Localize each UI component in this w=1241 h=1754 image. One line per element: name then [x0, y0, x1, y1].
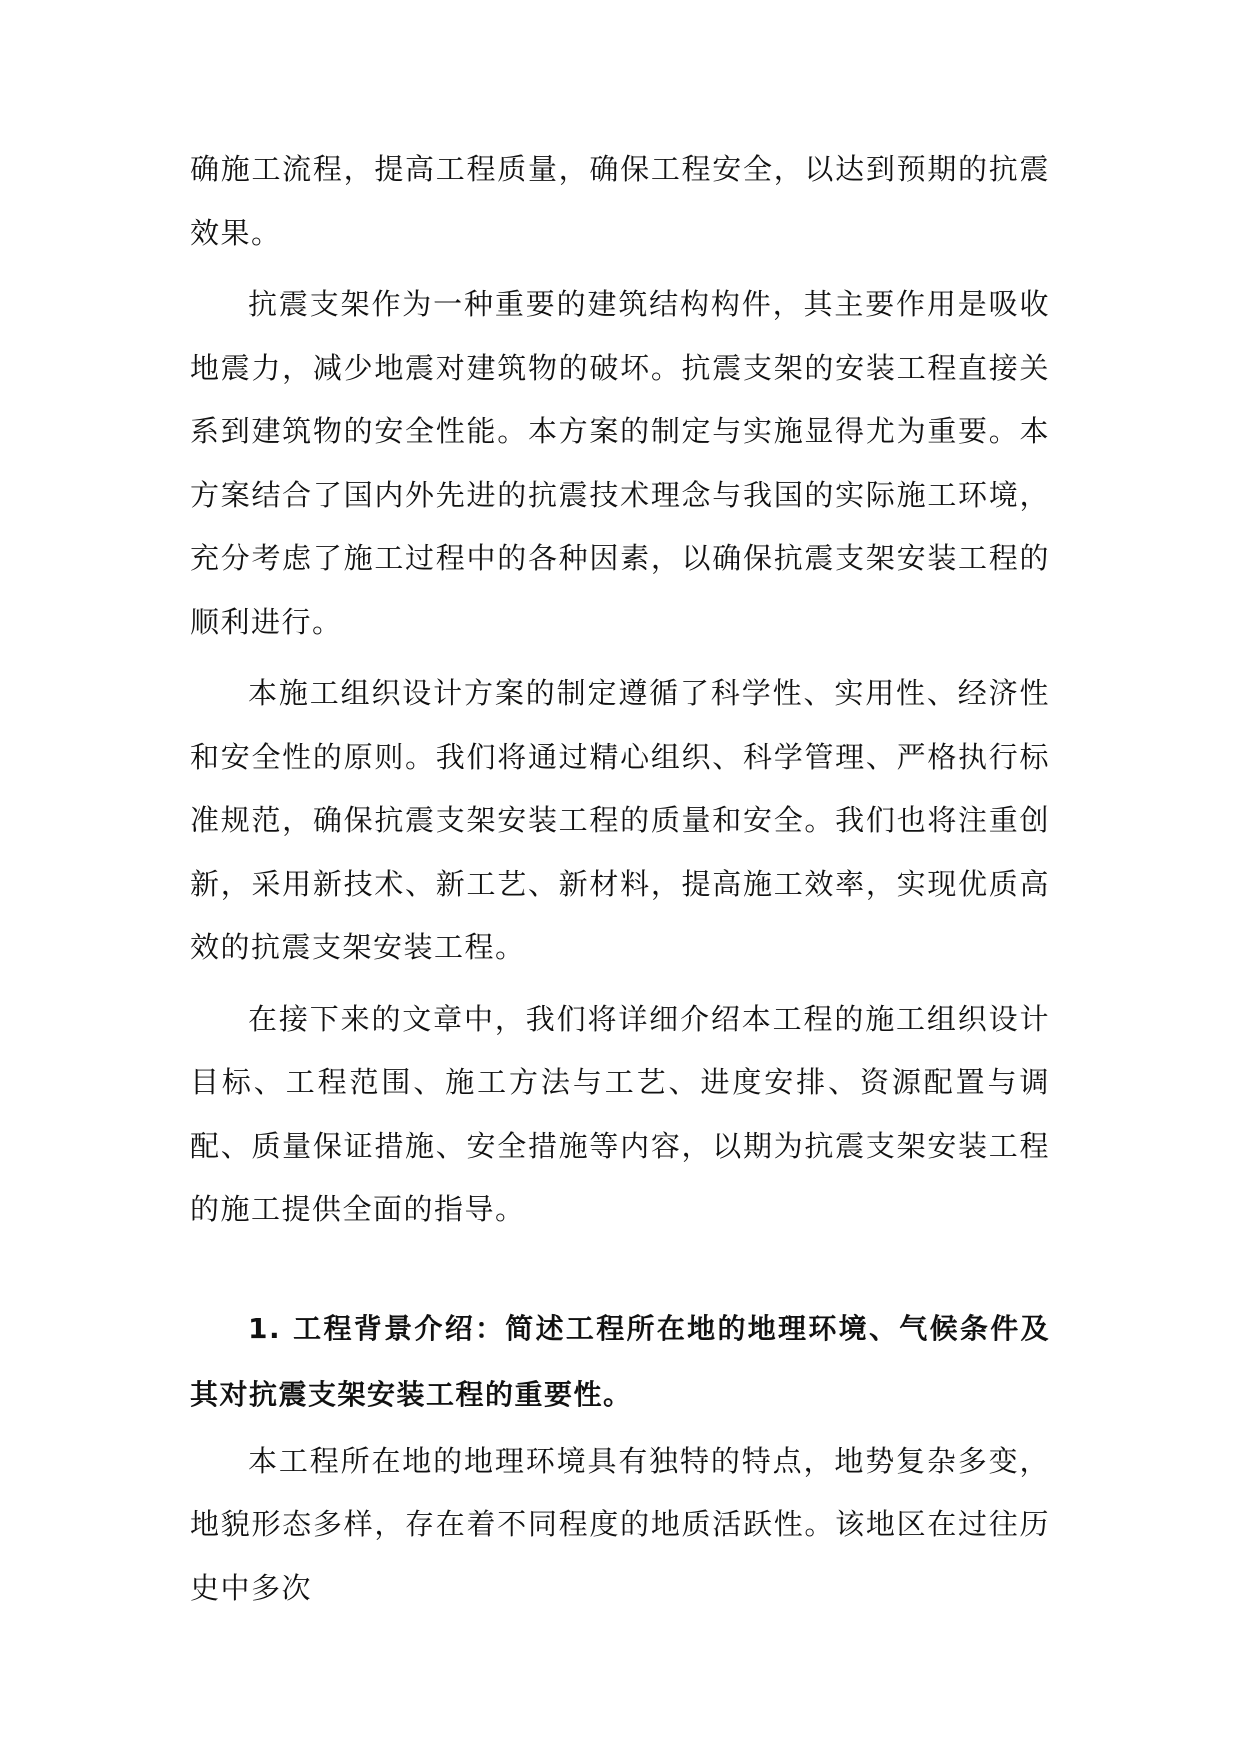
paragraph-geographic-environment: 本工程所在地的地理环境具有独特的特点，地势复杂多变，地貌形态多样，存在着不同程度的地质活跃性。该地区在过往历史中多次: [190, 1443, 1050, 1605]
paragraph-continuation: 确施工流程，提高工程质量，确保工程安全，以达到预期的抗震效果。: [190, 152, 1050, 250]
paragraph-design-principles: 本施工组织设计方案的制定遵循了科学性、实用性、经济性和安全性的原则。我们将通过精心组织、科学管理、严格执行标准规范，确保抗震支架安装工程的质量和安全。我们也将注重创新，采用新技术、新工艺、新材料，提高施工效率，实现优质高效的抗震支架安装工程。: [190, 676, 1050, 964]
paragraph-content-overview: 在接下来的文章中，我们将详细介绍本工程的施工组织设计目标、工程范围、施工方法与工艺、进度安排、资源配置与调配、质量保证措施、安全措施等内容，以期为抗震支架安装工程的施工提供全面的指导。: [190, 1001, 1050, 1226]
paragraph-seismic-support-role: 抗震支架作为一种重要的建筑结构构件，其主要作用是吸收地震力，减少地震对建筑物的破坏。抗震支架的安装工程直接关系到建筑物的安全性能。本方案的制定与实施显得尤为重要。本方案结合了国内外先进的抗震技术理念与我国的实际施工环境，充分考虑了施工过程中的各种因素，以确保抗震支架安装工程的顺利进行。: [190, 287, 1050, 639]
document-page: [190, 138, 1050, 1628]
section-heading-project-background: 1. 工程背景介绍：简述工程所在地的地理环境、气候条件及其对抗震支架安装工程的重要性。: [190, 1311, 1050, 1411]
